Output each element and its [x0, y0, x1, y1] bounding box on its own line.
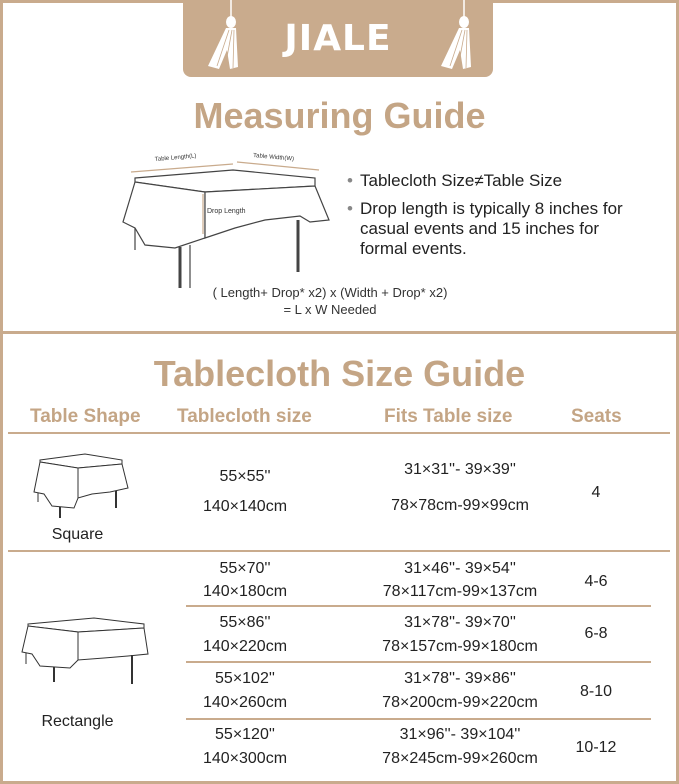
fits-size-cm: 78×117cm-99×137cm	[382, 583, 538, 600]
fits-size-cm: 78×200cm-99×220cm	[382, 694, 538, 711]
cloth-size-cm: 140×140cm	[202, 498, 288, 515]
bullet-item: • Tablecloth Size≠Table Size	[347, 171, 647, 191]
formula-line-2: = L x W Needed	[283, 302, 377, 317]
row-divider	[186, 718, 651, 720]
size-guide-title: Tablecloth Size Guide	[153, 353, 526, 394]
cloth-size-in: 55×102''	[215, 670, 275, 687]
fits-size-in: 31×96''- 39×104''	[399, 726, 521, 743]
fits-size-in: 31×78''- 39×70''	[404, 614, 516, 631]
fits-size-in: 31×46''- 39×54''	[404, 560, 516, 577]
header-table-shape: Table Shape	[30, 406, 141, 427]
seats-value: 4-6	[584, 573, 608, 590]
header-fits-table-size: Fits Table size	[384, 406, 513, 427]
seats-value: 10-12	[575, 739, 617, 756]
square-table-icon	[30, 450, 130, 522]
section-divider	[3, 331, 676, 334]
fits-size-in: 31×31''- 39×39''	[404, 461, 516, 478]
bullet-item: • Drop length is typically 8 inches for casual events and 15 inches for formal events.	[347, 199, 647, 259]
seats-value: 8-10	[579, 683, 613, 700]
measuring-bullets	[347, 171, 647, 267]
tassel-right-icon	[438, 0, 478, 72]
tassel-left-icon	[205, 0, 245, 72]
formula-line-1: ( Length+ Drop* x2) x (Width + Drop* x2)	[212, 285, 448, 300]
header-seats: Seats	[571, 406, 622, 427]
fits-size-cm: 78×157cm-99×180cm	[382, 638, 538, 655]
row-divider	[8, 550, 670, 552]
formula	[200, 284, 460, 318]
cloth-size-in: 55×55''	[219, 468, 271, 485]
diagram-width-label: Table Width(W)	[252, 153, 295, 163]
row-divider	[186, 605, 651, 607]
cloth-size-cm: 140×300cm	[202, 750, 288, 767]
cloth-size-cm: 140×260cm	[202, 694, 288, 711]
header-divider	[8, 432, 670, 434]
diagram-drop-label: Drop Length	[207, 208, 246, 215]
seats-value: 6-8	[584, 625, 608, 642]
shape-label-square: Square	[51, 526, 104, 543]
cloth-size-in: 55×70''	[219, 560, 271, 577]
brand-logo-text: JIALE	[284, 18, 392, 59]
cloth-size-in: 55×86''	[219, 614, 271, 631]
cloth-size-in: 55×120''	[215, 726, 275, 743]
header-tablecloth-size: Tablecloth size	[177, 406, 312, 427]
rectangle-table-icon	[18, 612, 150, 686]
shape-label-rectangle: Rectangle	[41, 713, 114, 730]
measuring-guide-title: Measuring Guide	[193, 95, 486, 136]
fits-size-in: 31×78''- 39×86''	[404, 670, 516, 687]
cloth-size-cm: 140×220cm	[202, 638, 288, 655]
diagram-length-label: Table Length(L)	[154, 153, 197, 163]
fits-size-cm: 78×245cm-99×260cm	[382, 750, 538, 767]
fits-size-cm: 78×78cm-99×99cm	[391, 497, 529, 514]
cloth-size-cm: 140×180cm	[202, 583, 288, 600]
table-measure-diagram	[115, 150, 335, 295]
row-divider	[186, 661, 651, 663]
seats-value: 4	[591, 484, 601, 501]
